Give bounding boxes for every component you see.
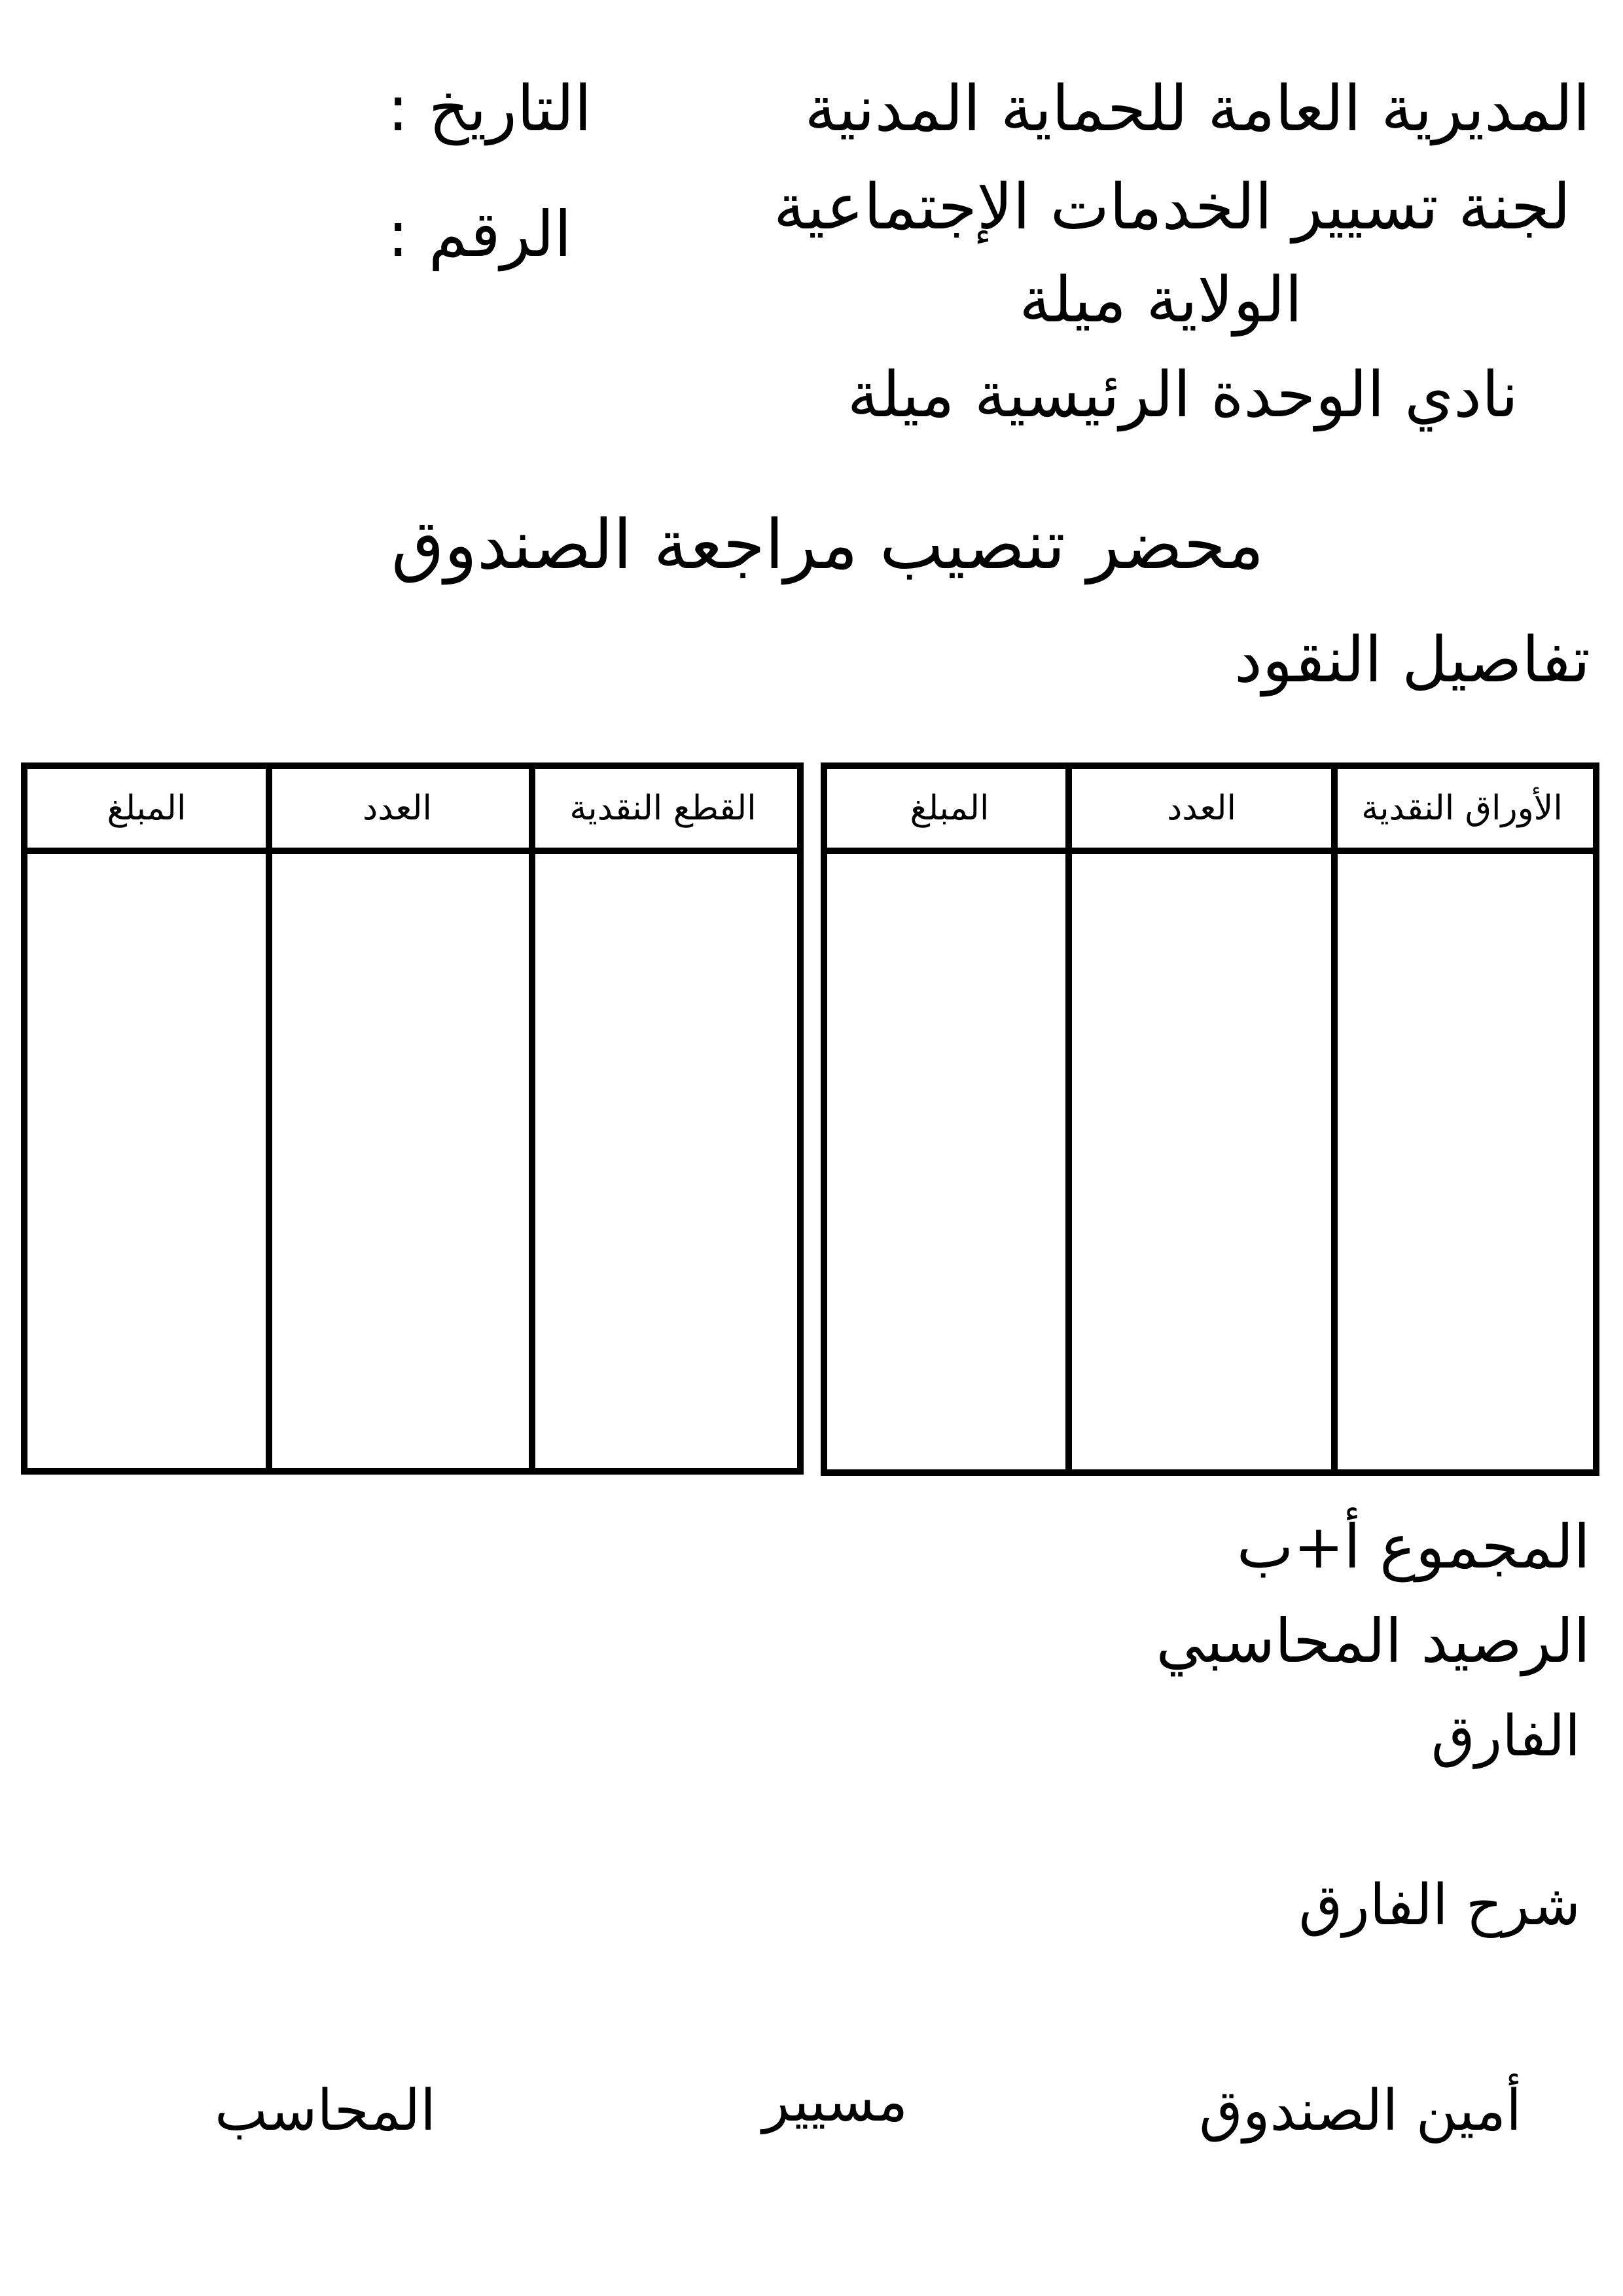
page-title: محضر تنصيب مراجعة الصندوق: [391, 505, 1264, 584]
signature-accountant: المحاسب: [215, 2078, 437, 2144]
date-label: التاريخ :: [387, 72, 592, 145]
table-header: [27, 769, 797, 854]
header-cell-amount: المبلغ: [910, 789, 990, 828]
header-cell-count: العدد: [363, 789, 432, 828]
org-line-1: المديرية العامة للحماية المدنية: [804, 72, 1590, 145]
table-header: [827, 769, 1593, 854]
org-line-4: نادي الوحدة الرئيسية ميلة: [847, 358, 1518, 431]
header-cell-count: العدد: [1167, 789, 1236, 828]
explanation-label: شرح الفارق: [1298, 1873, 1580, 1938]
number-label: الرقم :: [387, 198, 572, 271]
section-title: تفاصيل النقود: [1234, 623, 1590, 696]
signature-treasurer: أمين الصندوق: [1199, 2078, 1522, 2144]
header-cell-banknotes: الأوراق النقدية: [1361, 789, 1563, 828]
header-cell-amount: المبلغ: [107, 789, 187, 828]
balance-label: الرصيد المحاسبي: [1156, 1606, 1590, 1676]
coins-table: [21, 762, 804, 1475]
org-line-2: لجنة تسيير الخدمات الإجتماعية: [774, 170, 1571, 243]
org-line-3: الولاية ميلة: [1019, 263, 1302, 336]
total-label: المجموع أ+ب: [1236, 1512, 1590, 1582]
table-body[interactable]: [27, 854, 797, 1468]
banknotes-table: [821, 762, 1599, 1476]
header-cell-coins: القطع النقدية: [569, 789, 757, 828]
table-body[interactable]: [827, 854, 1593, 1469]
signature-manager: مسيير: [762, 2069, 908, 2134]
difference-label: الفارق: [1431, 1704, 1580, 1769]
